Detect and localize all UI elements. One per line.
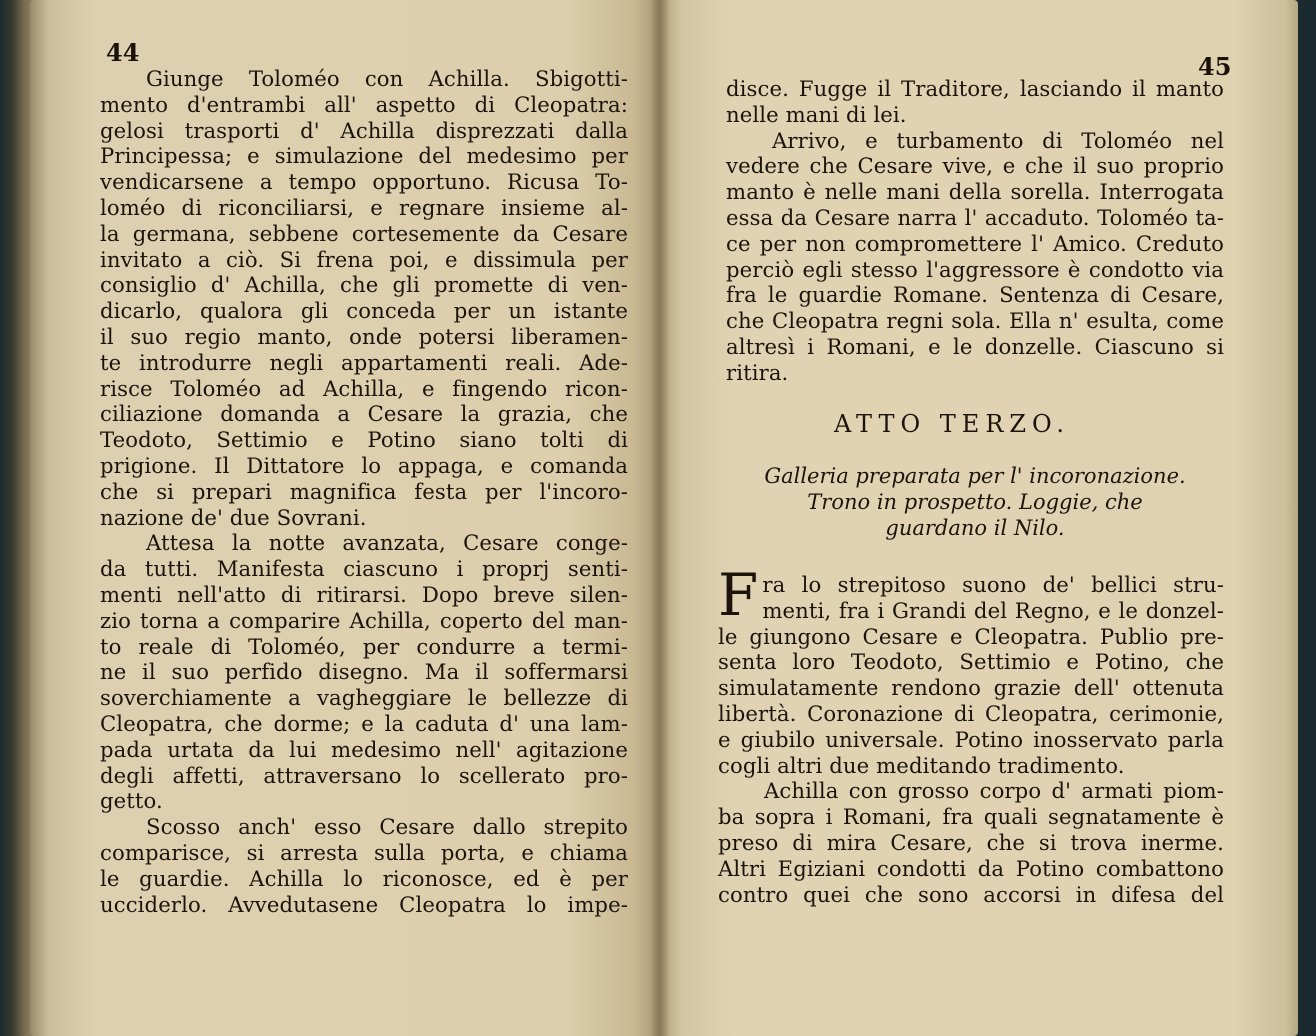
- scene-line: Galleria preparata per l' incoronazione.: [764, 464, 1186, 488]
- text-line: menti, fra i Grandi del Regno, e le donzel-: [762, 597, 1224, 623]
- text-line: Scosso anch' esso Cesare dallo strepito: [146, 814, 628, 840]
- text-line: simulatamente rendono grazie dell' ottenuta: [718, 675, 1224, 701]
- text-line: risce Toloméo ad Achilla, e fingendo ricon-: [100, 375, 628, 401]
- text-line: fra le guardie Romane. Sentenza di Cesare,: [726, 282, 1224, 308]
- text-line: che si prepari magnifica festa per l'incoro-: [100, 478, 628, 504]
- text-line: perciò egli stesso l'aggressore è condotto via: [726, 256, 1224, 282]
- text-line: libertà. Coronazione di Cleopatra, cerimonie,: [718, 700, 1224, 726]
- text-line: pada urtata da lui medesimo nell' agitazione: [100, 736, 628, 762]
- text-line: gelosi trasporti d' Achilla disprezzati dalla: [100, 117, 628, 143]
- text-line: Cleopatra, che dorme; e la caduta d' una lam-: [100, 710, 628, 736]
- text-line: nelle mani di lei.: [726, 101, 907, 127]
- text-line: disce. Fugge il Traditore, lasciando il manto: [726, 76, 1224, 101]
- text-line: le guardie. Achilla lo riconosce, ed è per: [100, 865, 628, 891]
- right-page: [658, 0, 1298, 1036]
- text-line: altresì i Romani, e le donzelle. Ciascuno si: [726, 333, 1224, 359]
- text-line: vendicarsene a tempo opportuno. Ricusa To-: [100, 169, 628, 195]
- text-line: comparisce, si arresta sulla porta, e chiama: [100, 839, 628, 865]
- text-line: te introdurre negli appartamenti reali. Ade-: [100, 349, 628, 375]
- text-line: invitato a ciò. Si frena poi, e dissimula per: [100, 246, 628, 272]
- text-line: la germana, sebbene cortesemente da Cesare: [100, 220, 628, 246]
- text-line: Principessa; e simulazione del medesimo per: [100, 143, 628, 169]
- text-line: ne il suo perfido disegno. Ma il soffermarsi: [100, 659, 628, 685]
- text-line: to reale di Toloméo, per condurre a termi-: [100, 633, 628, 659]
- text-line: ce per non compromettere l' Amico. Creduto: [726, 230, 1224, 256]
- scene-line: Trono in prospetto. Loggie, che: [807, 489, 1143, 514]
- text-line: zio torna a comparire Achilla, coperto del man-: [100, 607, 628, 633]
- text-line: Giunge Toloméo con Achilla. Sbigotti-: [146, 66, 628, 91]
- text-line: ritira.: [726, 359, 789, 385]
- text-line: essa da Cesare narra l' accaduto. Toloméo ta-: [726, 204, 1224, 230]
- right-page-text-top: [726, 76, 1224, 386]
- text-line: manto è nelle mani della sorella. Interrogata: [726, 179, 1224, 205]
- text-line: degli affetti, attraversano lo scellerato pro-: [100, 762, 628, 788]
- text-line: nazione de' due Sovrani.: [100, 504, 367, 530]
- text-line: e giubilo universale. Potino inosservato parla: [718, 726, 1224, 752]
- drop-cap: F: [718, 561, 759, 629]
- text-line: soverchiamente a vagheggiare le bellezze di: [100, 685, 628, 711]
- text-line: le giungono Cesare e Cleopatra. Publio pre-: [718, 623, 1224, 649]
- text-line: Altri Egiziani condotti da Potino combattono: [718, 855, 1224, 881]
- left-page-text: [100, 66, 628, 917]
- text-line: da tutti. Manifesta ciascuno i proprj senti-: [100, 556, 628, 582]
- text-line: loméo di riconciliarsi, e regnare insieme al-: [100, 194, 628, 220]
- text-line: dicarlo, qualora gli conceda per un istante: [100, 298, 628, 324]
- text-line: vedere che Cesare vive, e che il suo proprio: [726, 153, 1224, 179]
- right-page-text-bottom: [718, 561, 1224, 907]
- text-line: Teodoto, Settimio e Potino siano tolti di: [100, 427, 628, 453]
- text-line: prigione. Il Dittatore lo appaga, e comanda: [100, 452, 628, 478]
- text-line: getto.: [100, 788, 163, 814]
- text-line: ciliazione domanda a Cesare la grazia, che: [100, 401, 628, 427]
- text-line: senta loro Teodoto, Settimio e Potino, che: [718, 649, 1224, 675]
- text-line: Attesa la notte avanzata, Cesare conge-: [146, 530, 628, 556]
- text-line: menti nell'atto di ritirarsi. Dopo breve silen-: [100, 581, 628, 607]
- text-line: contro quei che sono accorsi in difesa del: [718, 881, 1224, 907]
- book-spine: [650, 0, 670, 1036]
- text-line: ucciderlo. Avvedutasene Cleopatra lo impe-: [100, 891, 628, 917]
- text-line: Arrivo, e turbamento di Toloméo nel: [772, 127, 1224, 153]
- text-line: preso di mira Cesare, che si trova inerme.: [718, 829, 1224, 855]
- scene-line: guardano il Nilo.: [885, 515, 1065, 540]
- page-number-right: 45: [1198, 52, 1232, 81]
- text-line: che Cleopatra regni sola. Ella n' esulta, come: [726, 308, 1224, 334]
- page-number-left: 44: [106, 38, 140, 67]
- text-line: il suo regio manto, onde potersi liberamen-: [100, 323, 628, 349]
- scene-description: [726, 464, 1224, 541]
- act-title: ATTO TERZO.: [834, 410, 1070, 438]
- text-line: cogli altri due meditando tradimento.: [718, 752, 1125, 778]
- left-page: [30, 0, 658, 1036]
- text-line: mento d'entrambi all' aspetto di Cleopatra:: [100, 91, 628, 117]
- text-line: ba sopra i Romani, fra quali segnatamente è: [718, 804, 1224, 830]
- text-line: consiglio d' Achilla, che gli promette di ven-: [100, 272, 628, 298]
- text-line: Achilla con grosso corpo d' armati piom-: [764, 778, 1224, 804]
- text-line: ra lo strepitoso suono de' bellici stru-: [762, 572, 1224, 597]
